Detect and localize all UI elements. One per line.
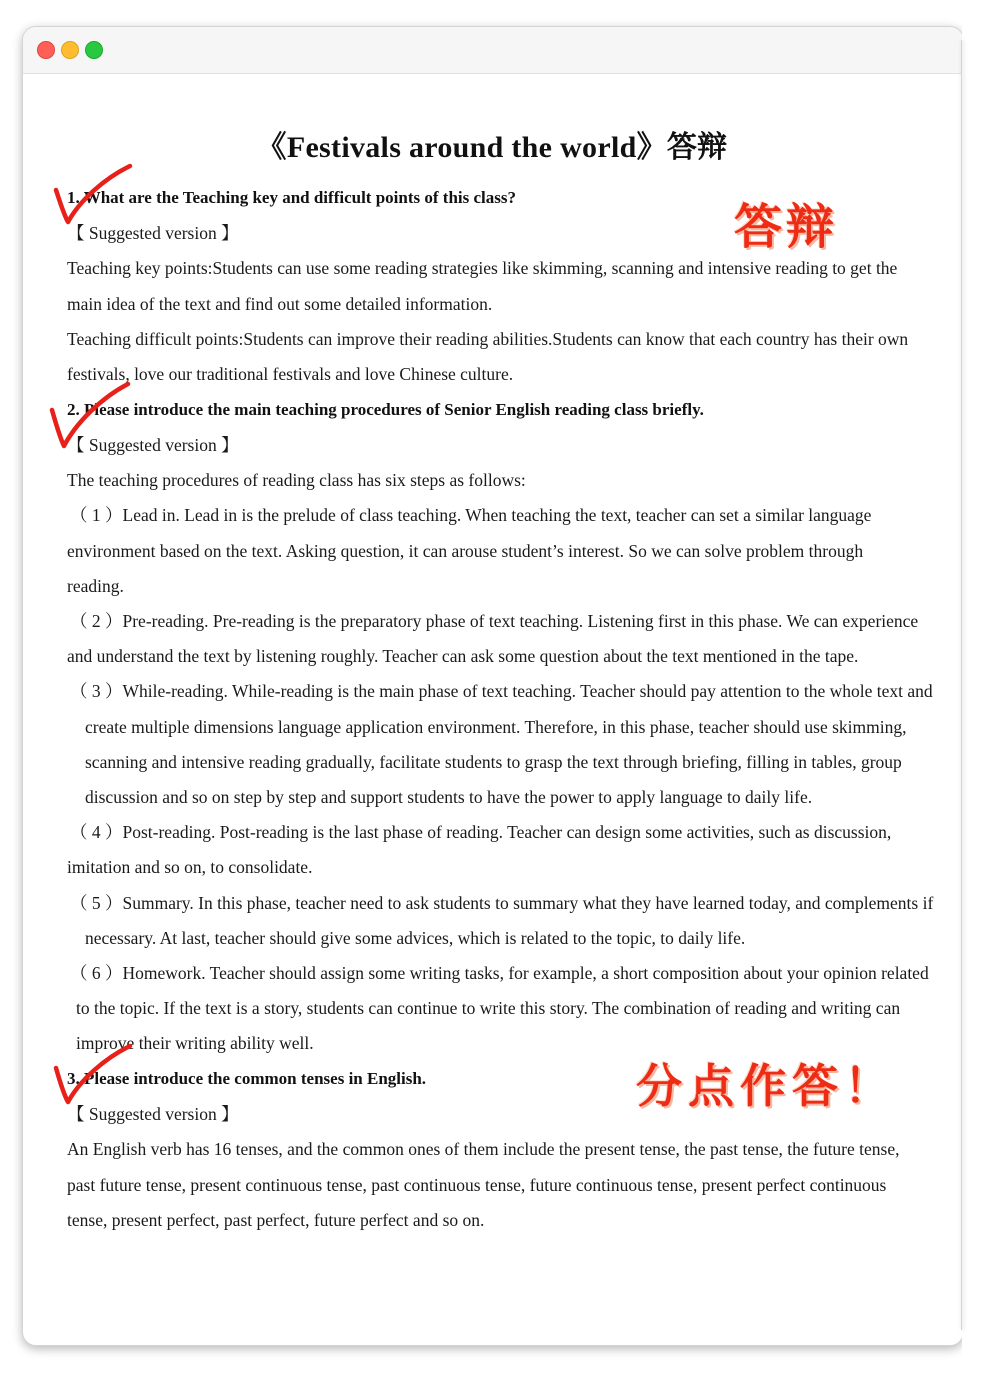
step-3-line: （ 3 ）While-reading. While-reading is the main phase of text teaching. Teacher should pay attention to the whole text and (70, 681, 933, 701)
suggested-version-label: 【 Suggested version 】 (67, 435, 239, 455)
paragraph-line: scanning and intensive reading gradually, facilitate students to grasp the text through briefing, filling in tables, group (85, 752, 902, 772)
paragraph-line: create multiple dimensions language application environment. Therefore, in this phase, teacher should use skimming, (85, 717, 907, 737)
paragraph-line: discussion and so on step by step and support students to have the power to apply language to daily life. (85, 787, 813, 807)
paragraph-line: environment based on the text. Asking question, it can arouse student’s interest. So we can solve problem through (67, 541, 864, 561)
paragraph-line: An English verb has 16 tenses, and the common ones of them include the present tense, the past tense, the future tense, (67, 1139, 900, 1159)
window-right-border (961, 40, 962, 1330)
paragraph-line: main idea of the text and find out some detailed information. (67, 294, 493, 314)
paragraph-line: Teaching difficult points:Students can improve their reading abilities.Students can know that each country has their own (67, 329, 909, 349)
red-checkmark-icon (50, 160, 140, 230)
window-right-edge (962, 26, 984, 1356)
red-checkmark-icon (46, 378, 136, 453)
paragraph-line: reading. (67, 576, 124, 596)
paragraph-line: improve their writing ability well. (76, 1033, 314, 1053)
paragraph-line: festivals, love our traditional festivals and love Chinese culture. (67, 364, 514, 384)
step-6-line: （ 6 ）Homework. Teacher should assign some writing tasks, for example, a short composition about your opinion related (70, 963, 929, 983)
step-2-line: （ 2 ）Pre-reading. Pre-reading is the preparatory phase of text teaching. Listening first in this phase. We can experience (70, 611, 919, 631)
paragraph-line: and understand the text by listening roughly. Teacher can ask some question about the text mentioned in the tape. (67, 646, 859, 666)
annotation-stamp-bottom: 分点作答！ (636, 1059, 896, 1113)
paragraph-line: tense, present perfect, past perfect, future perfect and so on. (67, 1210, 485, 1230)
step-4-line: （ 4 ）Post-reading. Post-reading is the last phase of reading. Teacher can design some activities, such as discussion, (70, 822, 892, 842)
paragraph-line: The teaching procedures of reading class has six steps as follows: (67, 470, 526, 490)
paragraph-line: past future tense, present continuous tense, past continuous tense, future continuous tense, present perfect continuous (67, 1175, 887, 1195)
suggested-version-label: 【 Suggested version 】 (67, 223, 239, 243)
question-2: 2. Please introduce the main teaching procedures of Senior English reading class briefly. (67, 400, 704, 419)
paragraph-line: Teaching key points:Students can use some reading strategies like skimming, scanning and intensive reading to get the (67, 258, 898, 278)
paragraph-line: imitation and so on, to consolidate. (67, 857, 313, 877)
suggested-version-label: 【 Suggested version 】 (67, 1104, 239, 1124)
question-1: 1. What are the Teaching key and difficult points of this class? (67, 188, 516, 207)
document-title: 《Festivals around the world》答辩 (256, 131, 728, 164)
step-1-line: （ 1 ）Lead in. Lead in is the prelude of class teaching. When teaching the text, teacher can set a similar language (70, 505, 872, 525)
question-3: 3. Please introduce the common tenses in English. (67, 1069, 427, 1088)
paragraph-line: necessary. At last, teacher should give some advices, which is related to the topic, to daily life. (85, 928, 746, 948)
red-checkmark-icon (50, 1040, 140, 1110)
paragraph-line: to the topic. If the text is a story, students can continue to write this story. The combination of reading and writing can (76, 998, 901, 1018)
annotation-stamp-top: 答辩 (734, 199, 839, 255)
step-5-line: （ 5 ）Summary. In this phase, teacher need to ask students to summary what they have learned today, and complements if (70, 893, 934, 913)
